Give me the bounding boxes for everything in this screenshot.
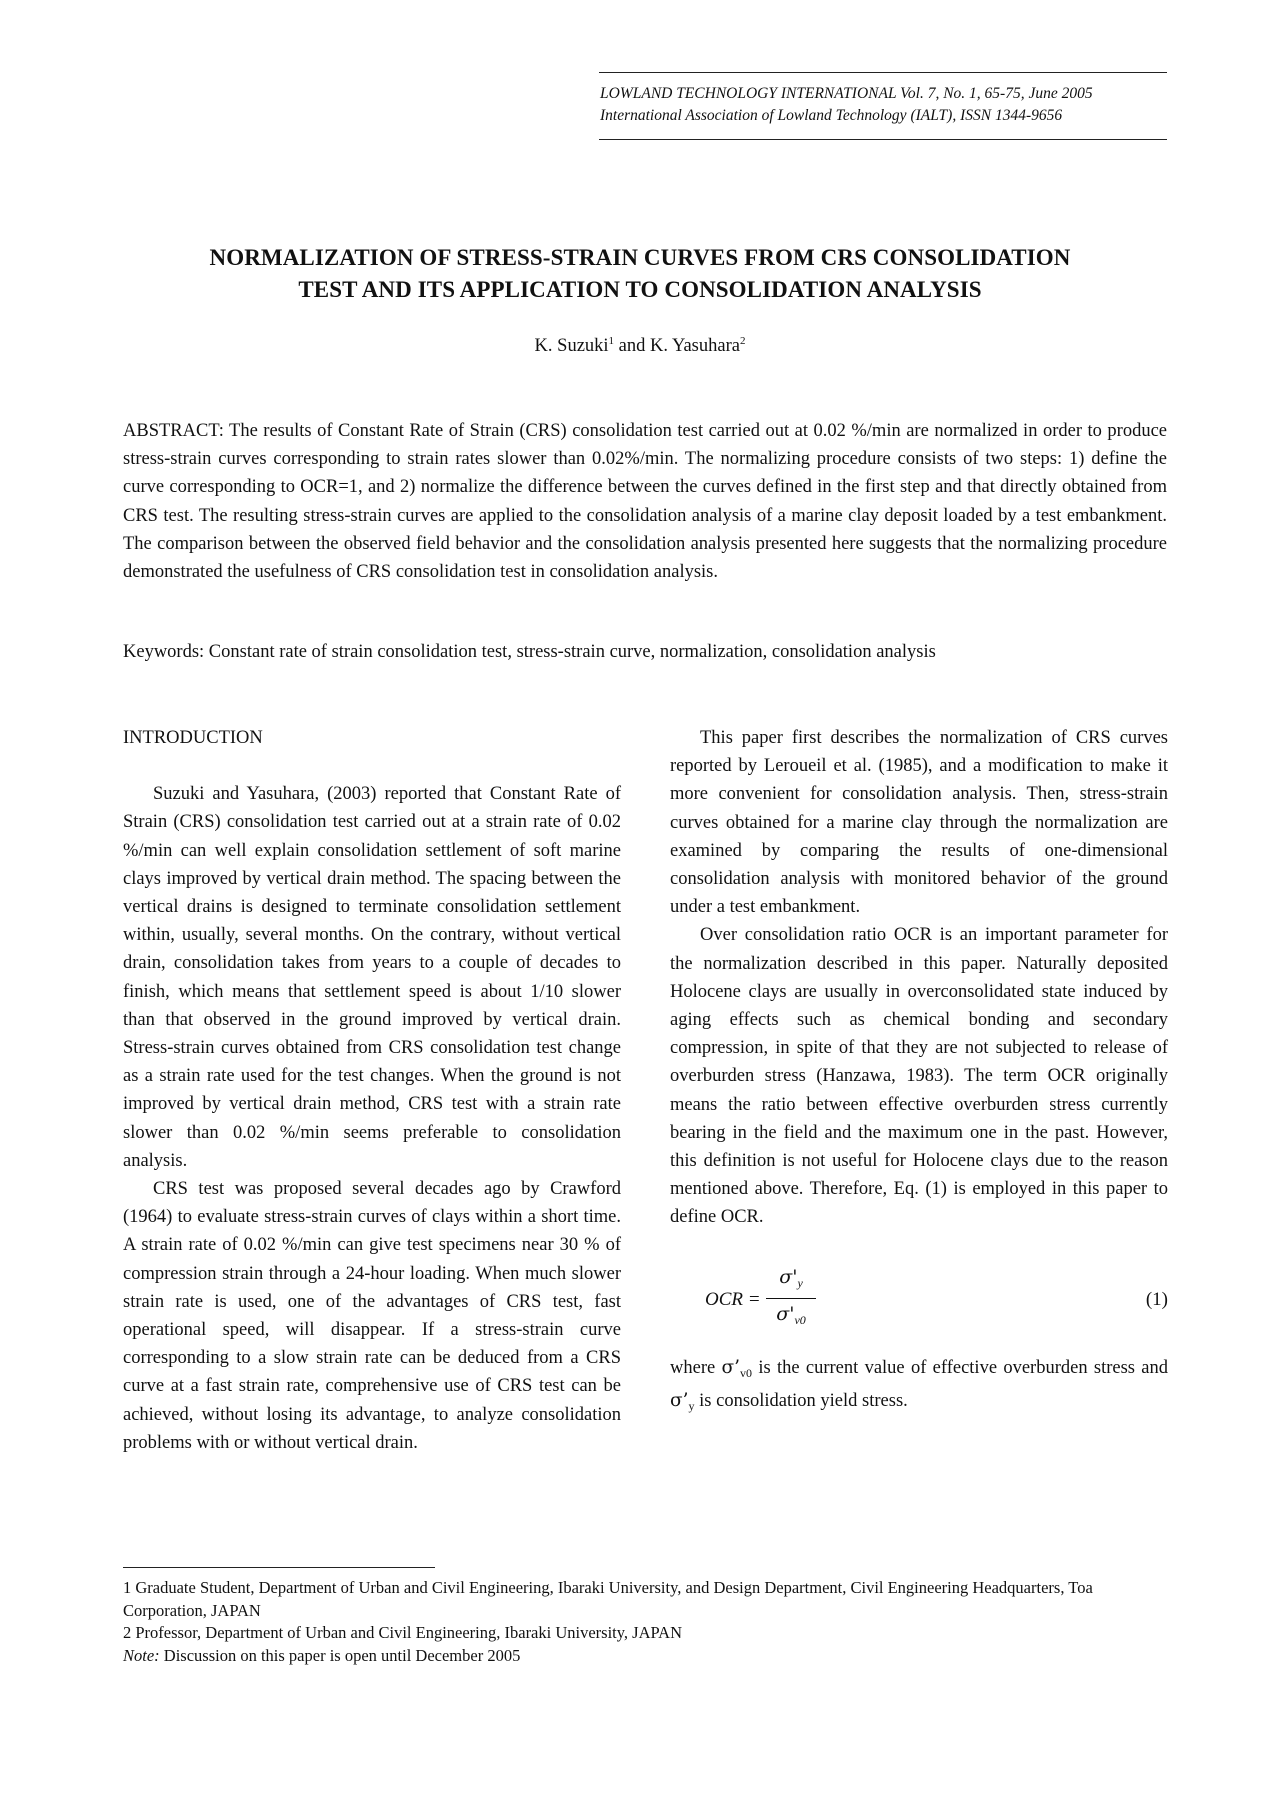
equation-fraction bbox=[766, 1264, 816, 1333]
right-paragraph-1: This paper first describes the normalization of CRS curves reported by Leroueil et al. (1985), and a modification to make it more convenient for consolidation analysis. Then, stress-strain curves obtained for a marine clay through the normalization are examined by comparing the results of one-dimensional consolidation analysis with monitored behavior of the ground under a test embankment. bbox=[670, 728, 1168, 918]
author-1-affiliation: 1 bbox=[608, 335, 615, 347]
author-2-affiliation: 2 bbox=[739, 335, 746, 347]
intro-paragraph-2: CRS test was proposed several decades ago by Crawford (1964) to evaluate stress-strain curves of clays within a short time. A strain rate of 0.02 %/min can give test specimens near 30 % of compression strain through a 24-hour loading. When much slower strain rate is used, one of the advantages of CRS test, fast operational speed, will disappear. If a stress-strain curve corresponding to a slow strain rate can be deduced from a CRS curve at a fast strain rate, comprehensive use of CRS test can be achieved, without losing its advantage, to analyze consolidation problems with or without vertical drain. bbox=[123, 1179, 621, 1453]
journal-citation: LOWLAND TECHNOLOGY INTERNATIONAL Vol. 7, No. 1, 65-75, June 2005 bbox=[600, 85, 1093, 102]
equation-number: (1) bbox=[1145, 1288, 1168, 1310]
author-list bbox=[120, 334, 1160, 358]
footnote-note bbox=[123, 1645, 1167, 1668]
footnote-divider bbox=[123, 1567, 435, 1568]
footnotes bbox=[123, 1577, 1167, 1667]
journal-header bbox=[599, 72, 1167, 140]
author-1: K. Suzuki bbox=[534, 336, 609, 356]
keywords: Keywords: Constant rate of strain consolidation test, stress-strain curve, normalization, consolidation analysis bbox=[123, 642, 936, 662]
equation-denominator: $\sigma'_{v0}$ bbox=[776, 1302, 806, 1327]
footnote-2: 2 Professor, Department of Urban and Civil Engineering, Ibaraki University, JAPAN bbox=[123, 1623, 683, 1642]
journal-publisher: International Association of Lowland Technology (IALT), ISSN 1344-9656 bbox=[600, 107, 1063, 124]
footnote-1: 1 Graduate Student, Department of Urban and Civil Engineering, Ibaraki University, and Design Department, Civil Engineering Headquarters, Toa Corporation, JAPAN bbox=[123, 1578, 1093, 1620]
intro-paragraph-1: Suzuki and Yasuhara, (2003) reported that Constant Rate of Strain (CRS) consolidation test carried out at a strain rate of 0.02 %/min can well explain consolidation settlement of soft marine clays improved by vertical drain method. The spacing between the vertical drains is designed to terminate consolidation settlement within, usually, several months. On the contrary, without vertical drain, consolidation takes from years to a couple of decades to finish, which means that settlement speed is about 1/10 slower than that observed in the ground improved by vertical drain. Stress-strain curves obtained from CRS consolidation test change as a strain rate used for the test changes. When the ground is not improved by vertical drain method, CRS test with a strain rate slower than 0.02 %/min seems preferable to consolidation analysis. bbox=[123, 784, 621, 1171]
equation-1 bbox=[670, 1260, 1168, 1340]
section-heading-introduction: INTRODUCTION bbox=[123, 728, 263, 748]
author-2: K. Yasuhara bbox=[650, 336, 740, 356]
left-column bbox=[123, 724, 621, 1457]
equation-where-text: where $\sigma’_{v0}$ is the current value of effective overburden stress and $\sigma’_y$ is consolidation yield stress. bbox=[670, 1356, 1169, 1413]
note-label: Note: bbox=[123, 1645, 160, 1665]
title-line-1: NORMALIZATION OF STRESS-STRAIN CURVES FROM CRS CONSOLIDATION bbox=[209, 245, 1071, 270]
title-line-2: TEST AND ITS APPLICATION TO CONSOLIDATION ANALYSIS bbox=[298, 277, 982, 302]
equation-lhs: OCR = bbox=[705, 1288, 761, 1310]
fraction-bar bbox=[766, 1298, 816, 1299]
author-conjunction: and bbox=[618, 336, 646, 356]
right-column bbox=[670, 724, 1168, 1420]
abstract: ABSTRACT: The results of Constant Rate of Strain (CRS) consolidation test carried out at 0.02 %/min are normalized in order to produce stress-strain curves corresponding to strain rates slower than 0.02%/min. The normalizing procedure consists of two steps: 1) define the curve corresponding to OCR=1, and 2) normalize the difference between the curves defined in the first step and that directly obtained from CRS test. The resulting stress-strain curves are applied to the consolidation analysis of a marine clay deposit loaded by a test embankment. The comparison between the observed field behavior and the consolidation analysis presented here suggests that the normalizing procedure demonstrated the usefulness of CRS consolidation test in consolidation analysis. bbox=[123, 421, 1167, 583]
right-paragraph-2: Over consolidation ratio OCR is an important parameter for the normalization described in this paper. Naturally deposited Holocene clays are usually in overconsolidated state induced by aging effects such as chemical bonding and secondary compression, in spite of that they are not subjected to release of overburden stress (Hanzawa, 1983). The term OCR originally means the ratio between effective overburden stress currently bearing in the field and the maximum one in the past. However, this definition is not useful for Holocene clays due to the reason mentioned above. Therefore, Eq. (1) is employed in this paper to define OCR. bbox=[670, 925, 1168, 1228]
paper-title bbox=[120, 242, 1160, 306]
equation-numerator: $\sigma'_y$ bbox=[779, 1265, 803, 1290]
note-text: Discussion on this paper is open until December 2005 bbox=[163, 1645, 521, 1665]
